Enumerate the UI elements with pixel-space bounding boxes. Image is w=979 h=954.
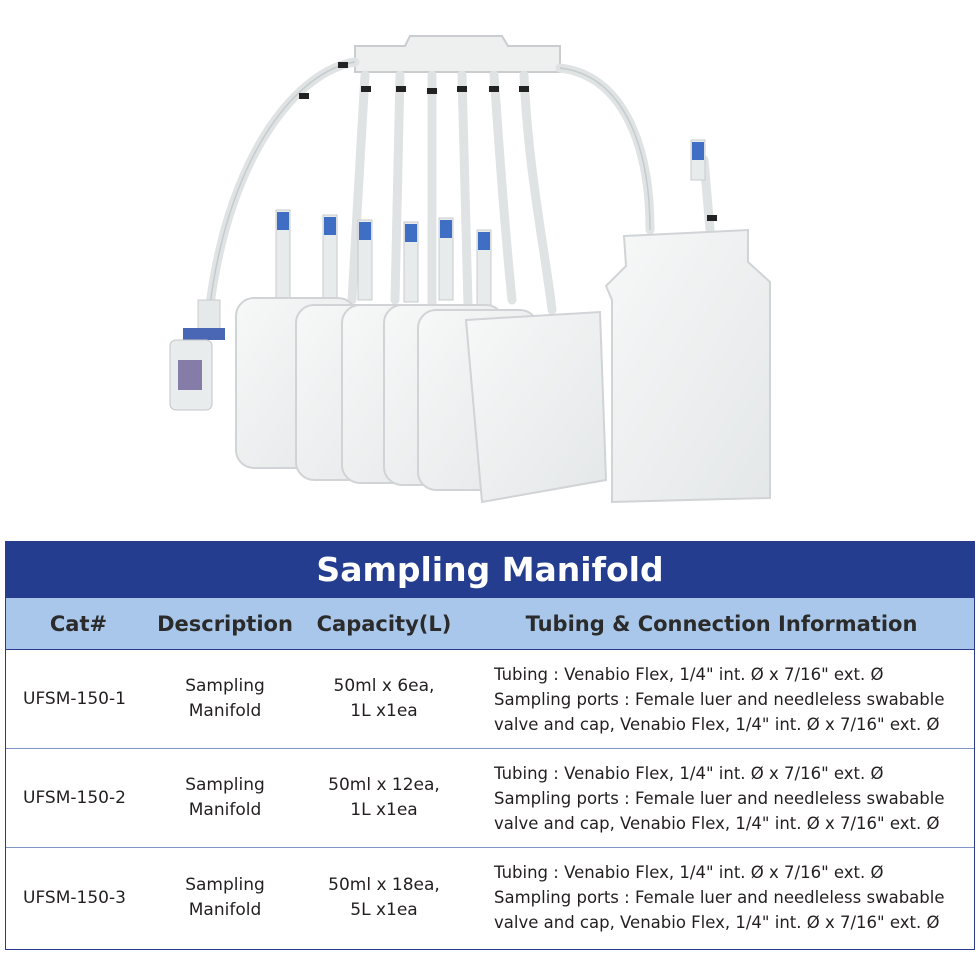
cell-description-line: Manifold <box>188 899 262 920</box>
cell-description-line: Sampling <box>185 775 265 795</box>
cell-capacity-line: 5L x1ea <box>350 899 418 920</box>
header-tubing: Tubing & Connection Information <box>525 611 918 636</box>
cell-tubing-line: Tubing : Venabio Flex, 1/4" int. Ø x 7/16" ext. Ø <box>494 863 884 882</box>
cell-capacity-line: 1L x1ea <box>350 701 418 721</box>
cell-cat: UFSM-150-1 <box>23 689 126 709</box>
header-description: Description <box>157 611 293 636</box>
table-title: Sampling Manifold <box>6 542 974 597</box>
cell-tubing-line: valve and cap, Venabio Flex, 1/4" int. Ø x 7/16" ext. Ø <box>494 913 940 932</box>
cell-tubing <box>469 761 974 836</box>
cell-capacity <box>299 873 469 923</box>
cell-capacity-line: 50ml x 6ea, <box>333 676 435 696</box>
cell-capacity-line: 50ml x 18ea, <box>328 874 440 895</box>
cell-description <box>151 873 299 923</box>
table-row <box>6 749 974 848</box>
cell-description <box>151 773 299 823</box>
cell-tubing-line: Tubing : Venabio Flex, 1/4" int. Ø x 7/16" ext. Ø <box>494 763 884 783</box>
header-capacity: Capacity(L) <box>316 611 452 636</box>
cell-cat: UFSM-150-2 <box>23 788 126 808</box>
cell-capacity <box>299 773 469 823</box>
cell-description-line: Sampling <box>185 874 265 895</box>
cell-cat: UFSM-150-3 <box>23 887 126 908</box>
cell-tubing-line: Sampling ports : Female luer and needleless swabable <box>494 689 945 709</box>
cell-description-line: Manifold <box>188 800 262 820</box>
cell-description-line: Manifold <box>188 701 262 721</box>
cell-tubing-line: valve and cap, Venabio Flex, 1/4" int. Ø x 7/16" ext. Ø <box>494 813 940 833</box>
cell-tubing-line: Sampling ports : Female luer and needleless swabable <box>494 788 945 808</box>
cell-tubing-line: Sampling ports : Female luer and needleless swabable <box>494 888 945 907</box>
cell-tubing <box>469 662 974 737</box>
cell-capacity-line: 50ml x 12ea, <box>328 775 440 795</box>
cell-capacity-line: 1L x1ea <box>350 800 418 820</box>
table-header-row <box>6 597 974 650</box>
cell-tubing-line: Tubing : Venabio Flex, 1/4" int. Ø x 7/16" ext. Ø <box>494 664 884 684</box>
cell-tubing-line: valve and cap, Venabio Flex, 1/4" int. Ø x 7/16" ext. Ø <box>494 714 940 734</box>
table-row <box>6 848 974 947</box>
header-cat: Cat# <box>49 611 108 636</box>
cell-description-line: Sampling <box>185 676 265 696</box>
cell-capacity <box>299 674 469 724</box>
cell-description <box>151 674 299 724</box>
cell-tubing <box>469 860 974 935</box>
table-row <box>6 650 974 749</box>
spec-table <box>5 541 975 950</box>
